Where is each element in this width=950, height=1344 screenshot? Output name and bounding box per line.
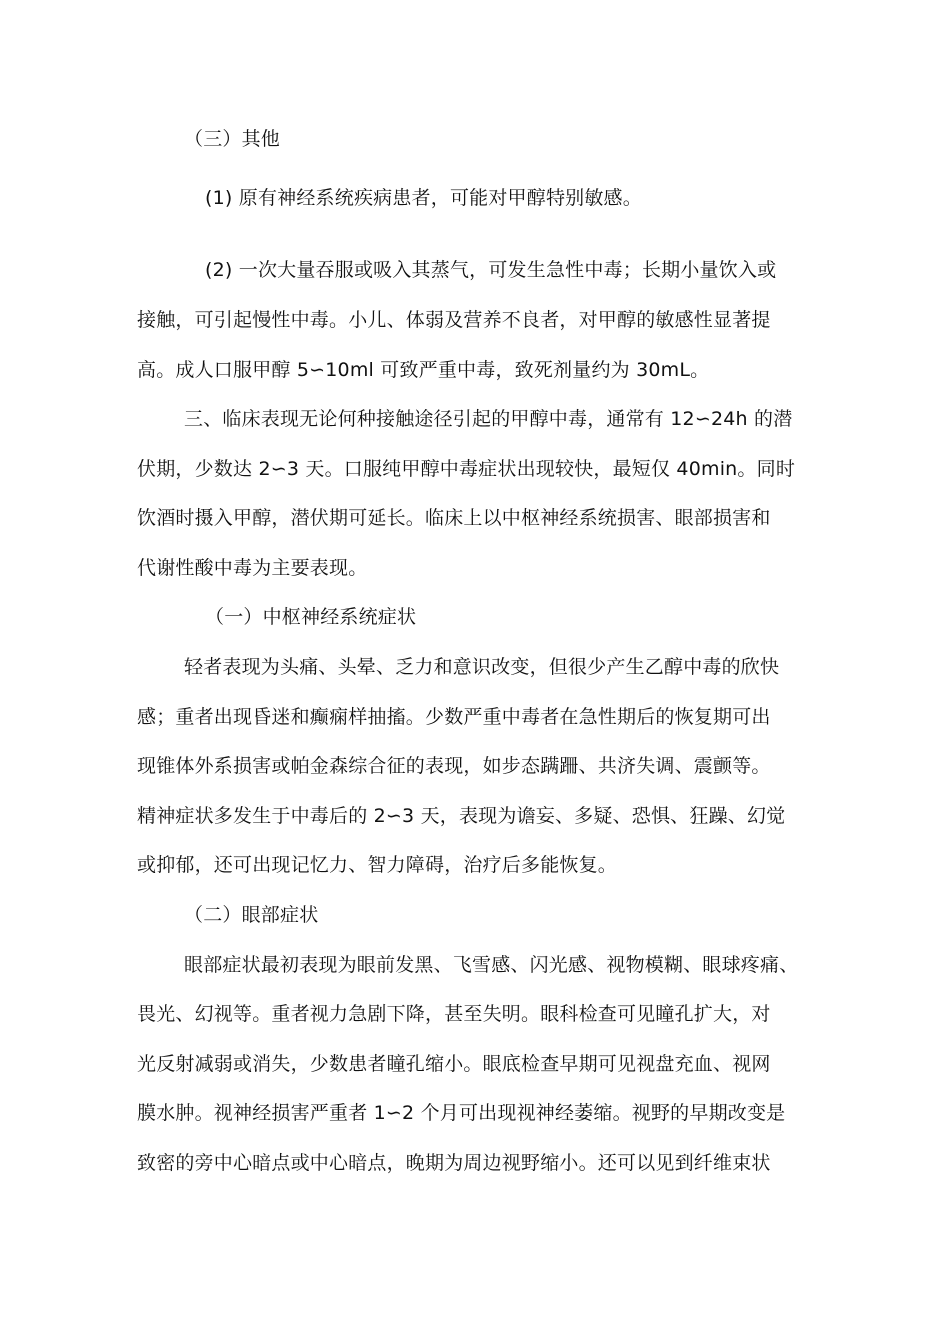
paragraph-line: 轻者表现为头痛、头晕、乏力和意识改变，但很少产生乙醇中毒的欣快 (184, 656, 780, 678)
paragraph-line: (1) 原有神经系统疾病患者，可能对甲醇特别敏感。 (205, 187, 642, 209)
paragraph-line: 精神症状多发生于中毒后的 2∽3 天，表现为谵妄、多疑、恐惧、狂躁、幻觉 (137, 805, 786, 827)
paragraph-line: 接触，可引起慢性中毒。小儿、体弱及营养不良者，对甲醇的敏感性显著提 (137, 309, 771, 331)
paragraph-line: 现锥体外系损害或帕金森综合征的表现，如步态蹒跚、共济失调、震颤等。 (137, 755, 771, 777)
section-heading-other: （三）其他 (184, 128, 281, 150)
paragraph-line: 高。成人口服甲醇 5∽10ml 可致严重中毒，致死剂量约为 30mL。 (137, 359, 710, 381)
paragraph-line: 伏期，少数达 2∽3 天。口服纯甲醇中毒症状出现较快，最短仅 40min。同时 (137, 458, 796, 480)
paragraph-line: (2) 一次大量吞服或吸入其蒸气，可发生急性中毒；长期小量饮入或 (205, 259, 777, 281)
paragraph-line: 三、临床表现无论何种接触途径引起的甲醇中毒，通常有 12∽24h 的潜 (184, 408, 793, 430)
paragraph-line: 眼部症状最初表现为眼前发黑、飞雪感、闪光感、视物模糊、眼球疼痛、 (184, 954, 799, 976)
paragraph-line: 感；重者出现昏迷和癫痫样抽搐。少数严重中毒者在急性期后的恢复期可出 (137, 706, 771, 728)
paragraph-line: 或抑郁，还可出现记忆力、智力障碍，治疗后多能恢复。 (137, 854, 618, 876)
paragraph-line: 光反射减弱或消失，少数患者瞳孔缩小。眼底检查早期可见视盘充血、视网 (137, 1053, 771, 1075)
paragraph-line: 致密的旁中心暗点或中心暗点，晚期为周边视野缩小。还可以见到纤维束状 (137, 1152, 771, 1174)
section-heading-cns: （一）中枢神经系统症状 (205, 606, 417, 628)
paragraph-line: 饮酒时摄入甲醇，潜伏期可延长。临床上以中枢神经系统损害、眼部损害和 (137, 507, 771, 529)
paragraph-line: 畏光、幻视等。重者视力急剧下降，甚至失明。眼科检查可见瞳孔扩大，对 (137, 1003, 771, 1025)
section-heading-eye: （二）眼部症状 (184, 904, 319, 926)
paragraph-line: 代谢性酸中毒为主要表现。 (137, 557, 368, 579)
paragraph-line: 膜水肿。视神经损害严重者 1∽2 个月可出现视神经萎缩。视野的早期改变是 (137, 1102, 786, 1124)
